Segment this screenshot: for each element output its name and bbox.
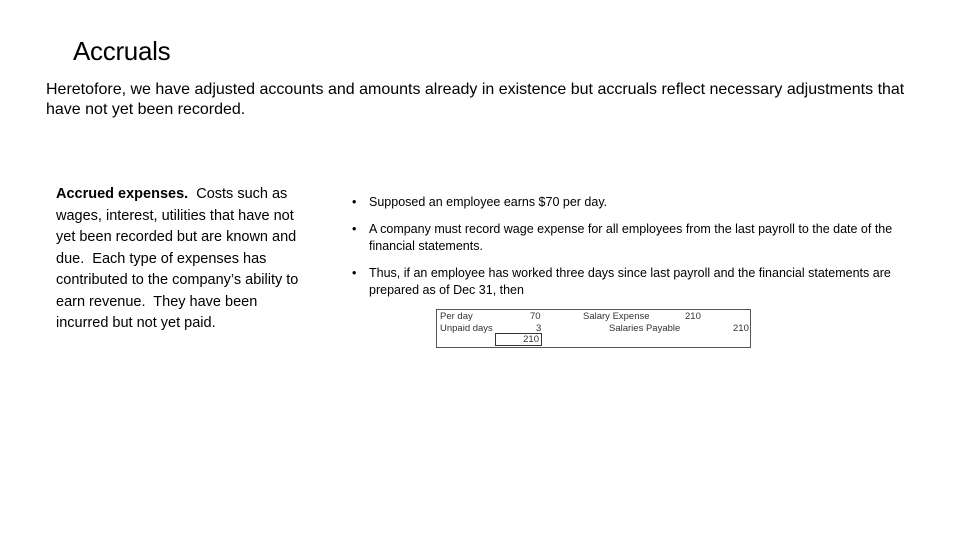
debit-account: Salary Expense xyxy=(583,311,650,322)
slide-title: Accruals xyxy=(73,36,171,66)
bullet-text: A company must record wage expense for all employees from the last payroll to the date of the financial statements. xyxy=(369,222,893,253)
credit-account: Salaries Payable xyxy=(609,323,681,334)
debit-amount: 210 xyxy=(685,311,701,322)
unpaid-days-value: 3 xyxy=(536,323,542,334)
journal-entry-table xyxy=(436,309,751,348)
bullet-item xyxy=(352,221,897,255)
bullet-list xyxy=(352,194,897,309)
accrued-expenses-text xyxy=(56,184,308,335)
bullet-icon: • xyxy=(352,195,357,209)
per-day-value: 70 xyxy=(530,311,541,322)
accrued-expenses-lead: Accrued expenses. xyxy=(56,186,189,202)
bullet-text: Thus, if an employee has worked three days since last payroll and the financial statements are prepared as of Dec 31, then xyxy=(369,266,891,297)
bullet-item xyxy=(352,265,897,299)
intro-paragraph: Heretofore, we have adjusted accounts and amounts already in existence but accruals reflect necessary adjustments that have not yet been recorded. xyxy=(46,81,905,118)
bullet-text: Supposed an employee earns $70 per day. xyxy=(369,195,608,209)
bullet-item xyxy=(352,194,897,211)
bullet-icon: • xyxy=(352,266,357,280)
bullet-icon: • xyxy=(352,222,357,236)
per-day-label: Per day xyxy=(440,311,473,322)
total-value: 210 xyxy=(523,334,539,345)
accrued-expenses-body: Costs such as wages, interest, utilities that have not yet been recorded but are known and due. Each type of expenses has contributed to the company’s ability to earn revenue. They have been incurred but not yet paid. xyxy=(56,186,303,331)
total-cell xyxy=(495,333,542,346)
credit-amount: 210 xyxy=(733,323,749,334)
unpaid-days-label: Unpaid days xyxy=(440,323,493,334)
